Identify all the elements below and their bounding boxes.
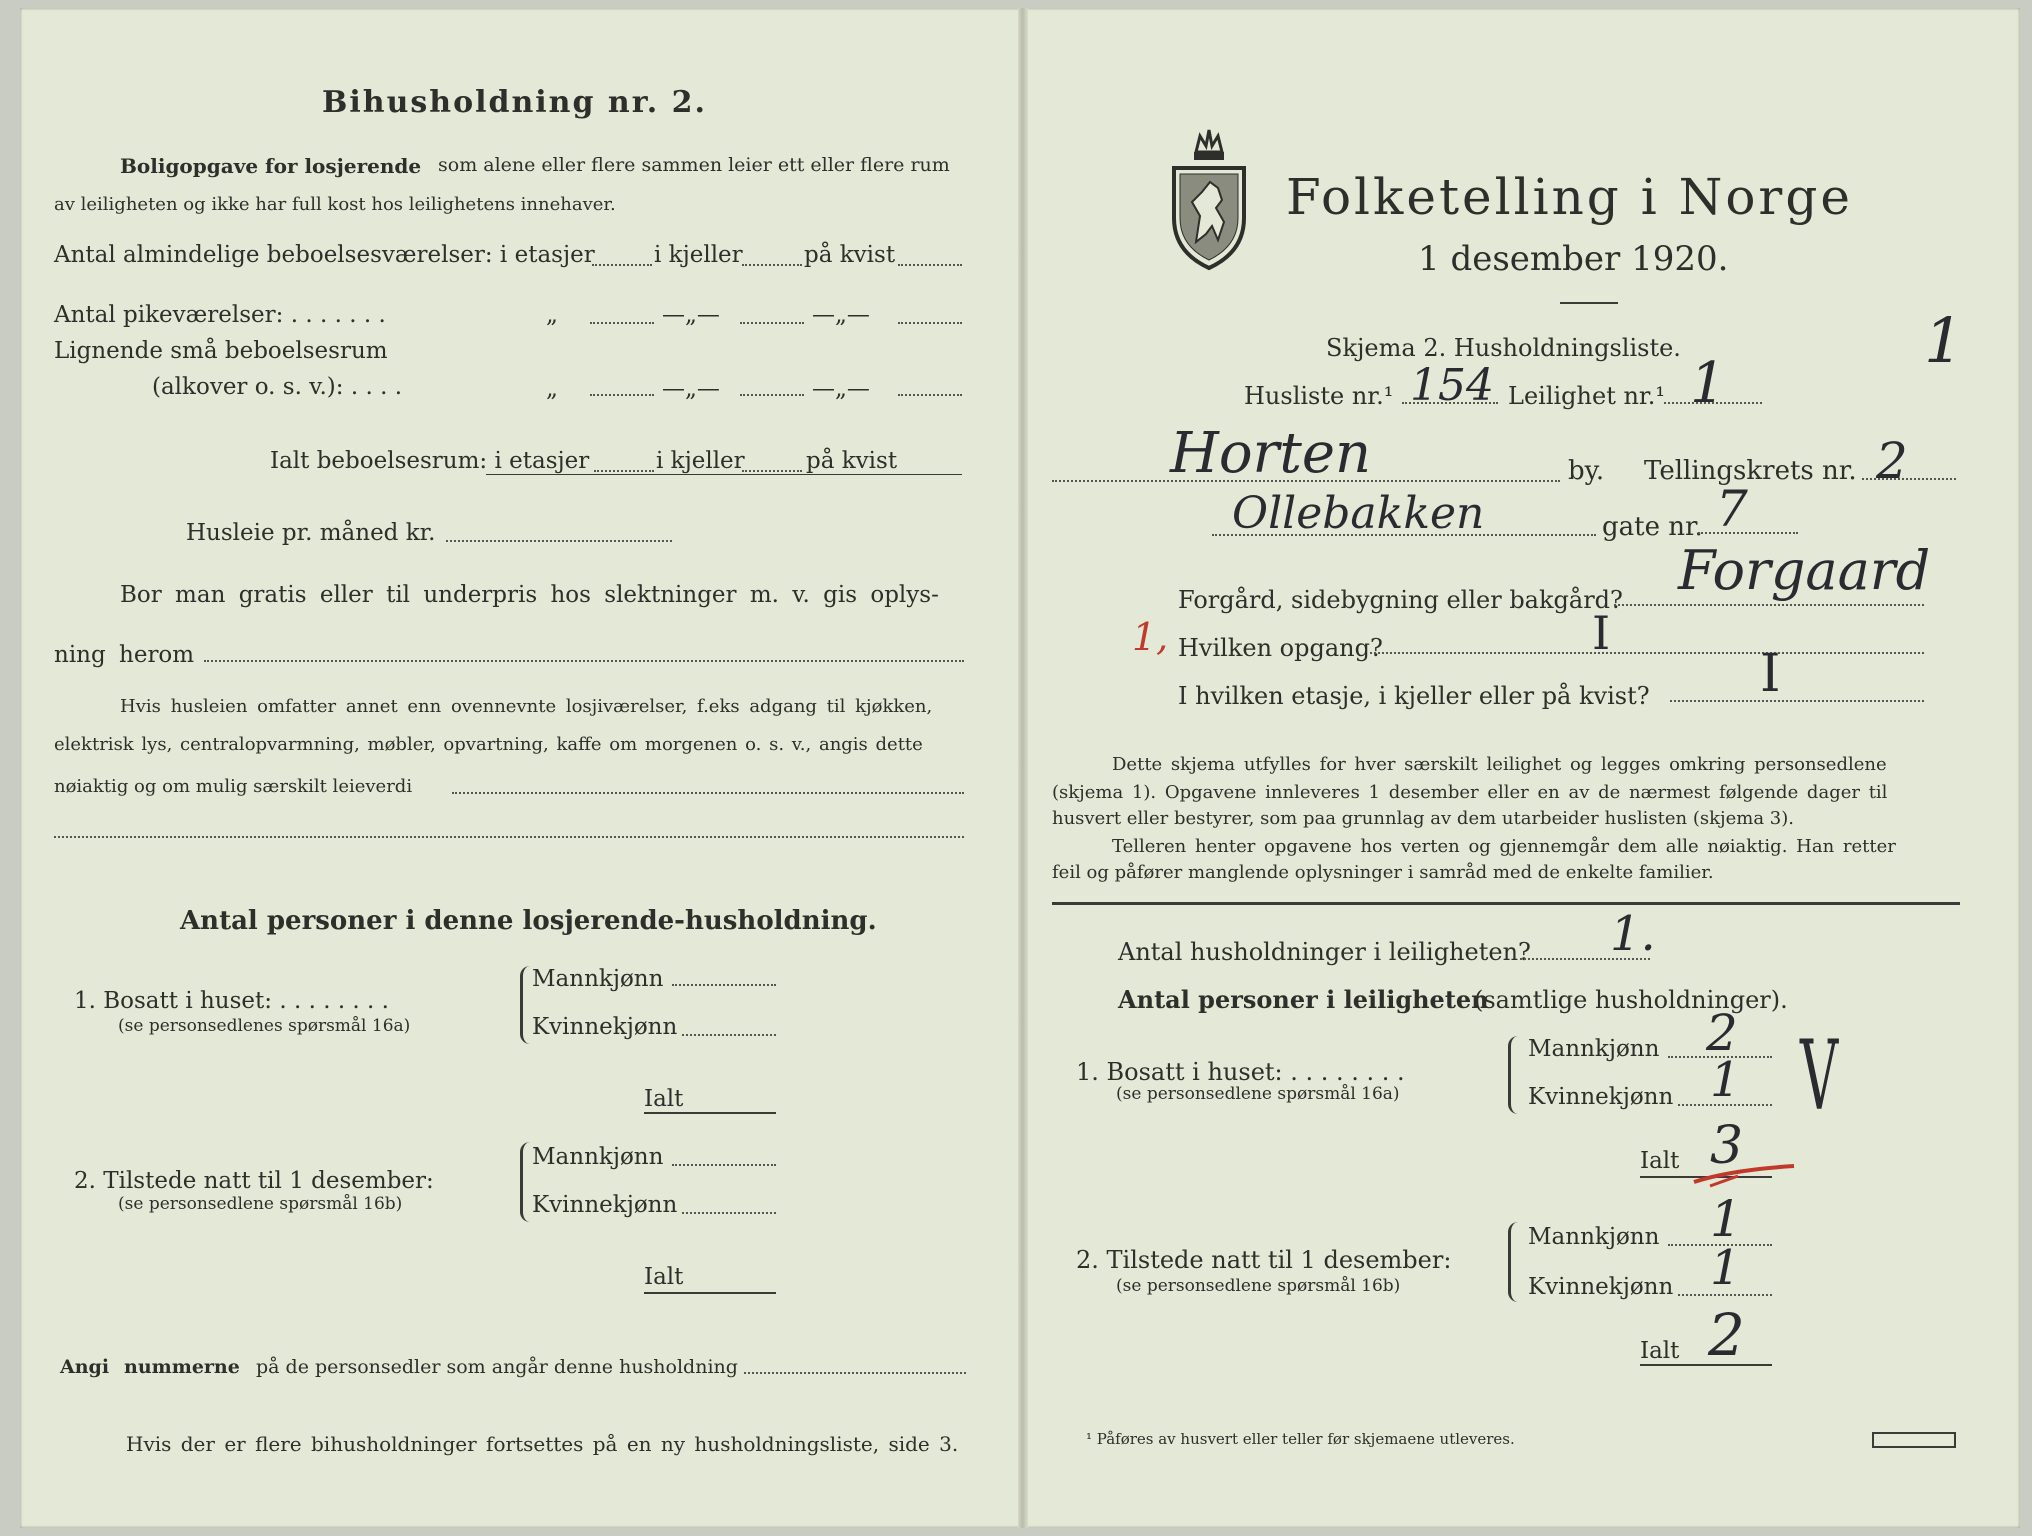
right-q1-ialt-value[interactable]: 3 [1710, 1116, 1744, 1176]
left-footer: Hvis der er flere bihusholdninger fortsettes på en ny husholdningsliste, side 3. [126, 1432, 959, 1456]
rooms-kvist-label: på kvist [804, 242, 896, 268]
pike-ditto-1: „ [546, 302, 558, 328]
right-footnote: ¹ Påføres av husvert eller teller før skjemaene utleveres. [1086, 1430, 1515, 1448]
left-q2-mann-label: Mannkjønn [532, 1144, 664, 1170]
right-q1-kvinne-value[interactable]: 1 [1710, 1052, 1741, 1108]
right-q2-mann-label: Mannkjønn [1528, 1224, 1660, 1250]
right-q2-ialt-label: Ialt [1640, 1338, 1680, 1364]
leilighet-value[interactable]: 1 [1690, 351, 1726, 416]
right-q2-kvinne-label: Kvinnekjønn [1528, 1274, 1674, 1300]
tellingskrets-label: Tellingskrets nr. [1644, 456, 1857, 486]
opgang-value[interactable]: I [1592, 606, 1611, 660]
forgard-label: Forgård, sidebygning eller bakgård? [1178, 586, 1623, 614]
schema-number-hw: 1 [1924, 304, 1964, 377]
left-q2-ialt-label: Ialt [644, 1264, 684, 1290]
printer-stamp [1872, 1432, 1956, 1448]
etasje-field[interactable] [1670, 700, 1924, 702]
city-value[interactable]: Horten [1170, 421, 1372, 486]
rooms-label: Antal almindelige beboelsesværelser: i etasjer [54, 242, 595, 268]
angi-label-a: Angi [60, 1356, 110, 1378]
right-title: Folketelling i Norge [1286, 168, 1853, 226]
intro-rest: som alene eller flere sammen leier ett eller flere rum [438, 154, 950, 176]
leilighet-label: Leilighet nr.¹ [1508, 382, 1666, 410]
left-title: Bihusholdning nr. 2. [322, 85, 707, 120]
rooms-kvist-field[interactable] [898, 264, 962, 266]
left-q1-sub: (se personsedlenes spørsmål 16a) [118, 1016, 411, 1036]
ialt-etasjer-field[interactable] [594, 470, 654, 472]
left-persons-heading: Antal personer i denne losjerende-husholdning. [180, 906, 877, 936]
gate-label: gate nr. [1602, 512, 1703, 542]
left-q1-mann-label: Mannkjønn [532, 966, 664, 992]
alkover-kjeller-field[interactable] [740, 394, 804, 396]
left-q1-mann-field[interactable] [672, 984, 776, 986]
husleie-label: Husleie pr. måned kr. [186, 520, 436, 546]
page-fold [1018, 8, 1028, 1528]
intro-bold: Boligopgave for losjerende [120, 154, 422, 178]
ialt-rooms-underline [486, 474, 962, 475]
right-q1-brace [1508, 1036, 1521, 1114]
left-q2-kvinne-label: Kvinnekjønn [532, 1192, 678, 1218]
husleie-field[interactable] [446, 540, 672, 542]
right-persons-heading: Antal personer i leiligheten [1118, 985, 1489, 1014]
intro-line2: av leiligheten og ikke har full kost hos leilighetens innehaver. [54, 194, 616, 215]
pike-kvist-field[interactable] [898, 322, 962, 324]
left-q2-ialt-field[interactable] [644, 1292, 776, 1294]
opgang-label: Hvilken opgang? [1178, 634, 1383, 662]
leieverdi-field[interactable] [452, 792, 964, 794]
forgard-field[interactable] [1614, 604, 1924, 606]
right-q1-ialt-label: Ialt [1640, 1148, 1680, 1174]
pike-ditto-2: —„— [662, 302, 720, 328]
hvis-line1: Hvis husleien omfatter annet enn ovennevnte losjiværelser, f.eks adgang til kjøkken, [120, 696, 933, 717]
instr-line1: Dette skjema utfylles for hver særskilt leilighet og legges omkring personsedlene [1112, 754, 1887, 775]
etasje-label: I hvilken etasje, i kjeller eller på kvist? [1178, 682, 1650, 710]
right-q2-sub: (se personsedlene spørsmål 16b) [1116, 1276, 1401, 1296]
by-label: by. [1568, 456, 1605, 486]
alkover-ditto-1: „ [546, 376, 558, 402]
gratis-line2: ning herom [54, 642, 195, 668]
angi-field[interactable] [744, 1372, 966, 1374]
alkover-kvist-field[interactable] [898, 394, 962, 396]
ialt-rooms-label: Ialt beboelsesrum: i etasjer [270, 448, 590, 474]
alkover-etasjer-field[interactable] [590, 394, 654, 396]
gate-value[interactable]: 7 [1716, 480, 1748, 538]
instr-line4: Telleren henter opgavene hos verten og gjennemgår dem alle nøiaktig. Han retter [1112, 836, 1896, 857]
gate-field[interactable] [1698, 532, 1798, 534]
right-date: 1 desember 1920. [1418, 239, 1729, 279]
hvis-line3: nøiaktig og om mulig særskilt leieverdi [54, 776, 413, 797]
instr-line5: feil og påfører manglende oplysninger i samråd med de enkelte familier. [1052, 862, 1714, 883]
leieverdi-field-2[interactable] [54, 836, 964, 838]
pike-label: Antal pikeværelser: . . . . . . . [54, 302, 386, 328]
right-q2-mann-value[interactable]: 1 [1710, 1190, 1742, 1248]
alkover-ditto-3: —„— [812, 376, 870, 402]
rooms-kjeller-label: i kjeller [654, 242, 743, 268]
pike-kjeller-field[interactable] [740, 322, 804, 324]
etasje-value[interactable]: I [1760, 644, 1781, 704]
tellingskrets-value[interactable]: 2 [1876, 432, 1908, 490]
instr-line3: husvert eller bestyrer, som paa grunnlag av dem utarbeider huslisten (skjema 3). [1052, 808, 1794, 829]
right-persons-heading-rest: (samtlige husholdninger). [1474, 986, 1788, 1014]
right-q2-ialt-field[interactable] [1640, 1364, 1772, 1366]
left-q2-mann-field[interactable] [672, 1164, 776, 1166]
husliste-value[interactable]: 154 [1410, 360, 1494, 411]
pike-ditto-3: —„— [812, 302, 870, 328]
left-q1-kvinne-field[interactable] [682, 1034, 776, 1036]
rooms-kjeller-field[interactable] [742, 264, 802, 266]
right-q1-sub: (se personsedlene spørsmål 16a) [1116, 1084, 1400, 1104]
opgang-field[interactable] [1370, 652, 1924, 654]
hvis-line2: elektrisk lys, centralopvarmning, møbler, opvartning, kaffe om morgenen o. s. v., angis dette [54, 734, 923, 755]
opgang-red-mark: 1, [1132, 615, 1169, 659]
instr-line2: (skjema 1). Opgavene innleveres 1 desember eller en av de nærmest følgende dager til [1052, 782, 1888, 803]
left-q2-label: 2. Tilstede natt til 1 desember: [74, 1168, 434, 1194]
right-q2-brace [1508, 1222, 1521, 1302]
husliste-label: Husliste nr.¹ [1244, 382, 1394, 410]
street-value[interactable]: Ollebakken [1232, 488, 1485, 539]
schema-label: Skjema 2. Husholdningsliste. [1326, 334, 1681, 362]
right-q2-kvinne-value[interactable]: 1 [1710, 1240, 1741, 1296]
right-q1-checkmark: V [1800, 1020, 1839, 1132]
left-q2-kvinne-field[interactable] [682, 1212, 776, 1214]
antal-hush-value[interactable]: 1. [1610, 906, 1656, 962]
red-check-underline-icon [1690, 1160, 1800, 1190]
rooms-etasjer-field[interactable] [592, 264, 652, 266]
right-q2-ialt-value[interactable]: 2 [1708, 1301, 1745, 1369]
right-q2-label: 2. Tilstede natt til 1 desember: [1076, 1246, 1452, 1274]
alkover-ditto-2: —„— [662, 376, 720, 402]
left-q1-ialt-field[interactable] [644, 1112, 776, 1114]
pike-etasjer-field[interactable] [590, 322, 654, 324]
right-q1-mann-label: Mannkjønn [1528, 1036, 1660, 1062]
lignende-label: Lignende små beboelsesrum [54, 338, 388, 364]
ialt-kjeller-field[interactable] [742, 470, 802, 472]
gratis-line1: Bor man gratis eller til underpris hos slektninger m. v. gis oplys- [120, 582, 939, 608]
alkover-label: (alkover o. s. v.): . . . . [152, 374, 403, 400]
ialt-kjeller-label: i kjeller [656, 448, 745, 474]
right-q1-mann-value[interactable]: 2 [1706, 1004, 1738, 1062]
instructions-rule [1052, 902, 1960, 905]
antal-hush-label: Antal husholdninger i leiligheten? [1118, 938, 1531, 966]
left-q1-label: 1. Bosatt i huset: . . . . . . . . [74, 988, 389, 1014]
title-rule [1560, 302, 1618, 304]
ialt-kvist-label: på kvist [806, 448, 898, 474]
right-q1-kvinne-label: Kvinnekjønn [1528, 1084, 1674, 1110]
left-q1-ialt-label: Ialt [644, 1086, 684, 1112]
right-q1-label: 1. Bosatt i huset: . . . . . . . . [1076, 1058, 1405, 1086]
left-q2-sub: (se personsedlene spørsmål 16b) [118, 1194, 403, 1214]
forgard-value[interactable]: Forgaard [1678, 539, 1931, 602]
norway-coat-of-arms-icon [1166, 122, 1252, 272]
left-q1-kvinne-label: Kvinnekjønn [532, 1014, 678, 1040]
angi-label-b: nummerne [124, 1356, 240, 1378]
angi-label-c: på de personsedler som angår denne husholdning [256, 1356, 738, 1378]
gratis-field[interactable] [204, 660, 964, 662]
